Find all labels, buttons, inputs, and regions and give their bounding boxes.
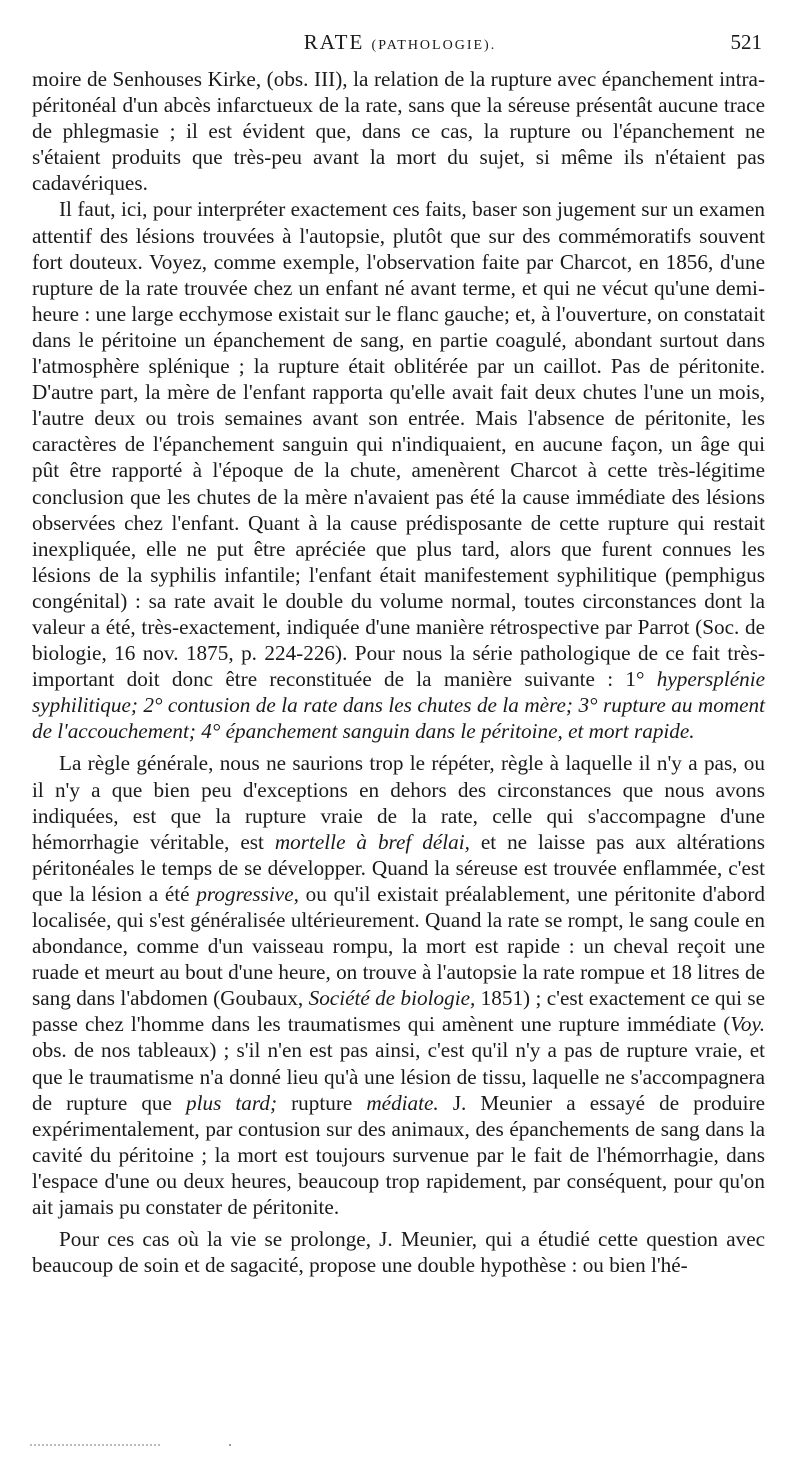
text-run: rupture [291,1090,353,1115]
header-subtitle: (PATHOLOGIE). [371,38,497,53]
paragraph-continued: moire de Senhouses Kirke, (obs. III), la relation de la rupture avec épanchement intra-péritonéal d'un abcès infarctueux de la rate, sans que la séreuse présentât aucune trace de phlegmasie ; il est évident que, dans ce cas, la rupture ou l'épanchement ne s'étaient produits que très-peu avant la mort du sujet, si même ils n'étaient pas cadavériques. [32,67,765,196]
paragraph-text: Il faut, ici, pour interpréter exactement ces faits, baser son jugement sur un examen attentif des lésions trouvées à l'autopsie, plutôt que sur des commémoratifs souvent fort douteux. Voyez, comme exemple, l'observation faite par Charcot, en 1856, d'une rupture de la rate trouvée chez un enfant né avant terme, et qui ne vécut qu'une demi-heure : une large ecchymose existait sur le flanc gauche; et, à l'ouverture, on constatait dans le péritoine un épanchement de sang, en partie coagulé, abondant surtout dans l'atmosphère splénique ; la rupture était oblitérée par un caillot. Pas de péritonite. D'autre part, la mère de l'enfant rapporta qu'elle avait fait deux chutes l'une un mois, l'autre deux ou trois semaines avant son entrée. Mais l'absence de péritonite, les caractères de l'épanchement sanguin qui n'indiquaient, en aucune façon, un âge qui pût être rapporté à l'époque de la chute, amenèrent Charcot à cette très-légitime conclusion que les chutes de la mère n'avaient pas été la cause immédiate des lésions observées chez l'enfant. Quant à la cause prédisposante de cette rupture qui restait inexpliquée, elle ne put être apréciée que plus tard, alors que furent connues les lésions de la syphilis infantile; l'enfant était manifestement syphilitique (pemphigus congénital) : sa rate avait le double du volume normal, toutes circonstances dont la valeur a été, très-exactement, indiquée d'une manière rétrospective par Parrot (Soc. de biologie, 16 nov. 1875, p. 224-226). Pour nous la série pathologique de ce fait très-important doit donc être reconstituée de la manière suivante : 1° [32,197,765,692]
italic-run: progressive, [196,881,299,906]
italic-pathological-series: hypersplénie syphilitique; 2° contusion de la rate dans les chutes de la mère; 3° rupture au moment de l'accouchement; 4° épanchement sanguin dans le péritoine, et mort rapide. [32,667,766,744]
header-title [30,30,770,55]
text-run: et ne laisse pas aux altérations péritonéales le temps de se développer. Quand la séreuse est trouvée enflammée, c'est que la lésion a été [32,829,766,906]
paragraph-charcot-case [32,196,765,744]
italic-run: Société de biologie, [308,986,476,1011]
text-run: ou qu'il existait préalablement, une péritonite d'abord localisée, qui s'est généralisée ultérieurement. Quand la rate se rompt, le sang coule en abondance, comme d'un vaisseau rompu, la mort est rapide : un cheval reçoit une ruade et meurt au bout d'une heure, on trouve à l'autopsie la rate rompue et 18 litres de sang dans l'abdomen (Goubaux, [32,881,766,1011]
italic-run: médiate. [366,1090,439,1115]
footer-scan-mark [30,1440,250,1451]
italic-run: mortelle à bref délai, [274,829,470,854]
paragraph-meunier-hypothesis: Pour ces cas où la vie se prolonge, J. Meunier, qui a étudié cette question avec beaucoup de soin et de sagacité, propose une double hypothèse : ou bien l'hé- [32,1227,765,1278]
text-run: La règle générale, nous ne saurions trop le répéter, règle à laquelle il n'y a pas, ou il n'y a que bien peu d'exceptions en dehors des circonstances que nous avons indiquées, est que la rupture vraie de la rate, celle qui s'accompagne d'une hémorrhagie véritable, est [32,751,765,854]
text-run: 1851) ; c'est exactement ce qui se passe chez l'homme dans les traumatismes qui amènent une rupture immédiate ( [32,986,766,1037]
page-number: 521 [730,30,762,54]
text-run: J. Meunier a essayé de produire expérimentalement, par contusion sur des animaux, des épanchements de sang dans la cavité du péritoine ; la mort est toujours survenue par le fait de l'hémorrhagie, dans l'espace d'une ou deux heures, beaucoup trop rapidement, par conséquent, pour qu'on ait jamais pu constater de péritonite. [32,1090,765,1220]
italic-run: Voy. [730,1012,765,1037]
italic-run: plus tard; [186,1090,278,1115]
text-run: obs. de nos tableaux) ; s'il n'en est pas ainsi, c'est qu'il n'y a pas de rupture vraie, et que le traumatisme n'a donné lieu qu'à une lésion de tissu, laquelle ne s'accompagnera de rupture que [32,1038,765,1115]
footer-dots-decoration [30,1442,250,1448]
header-title-main: RATE [303,30,365,54]
paragraph-general-rule [32,750,765,1220]
running-header [30,30,770,64]
body-text [32,66,765,1278]
